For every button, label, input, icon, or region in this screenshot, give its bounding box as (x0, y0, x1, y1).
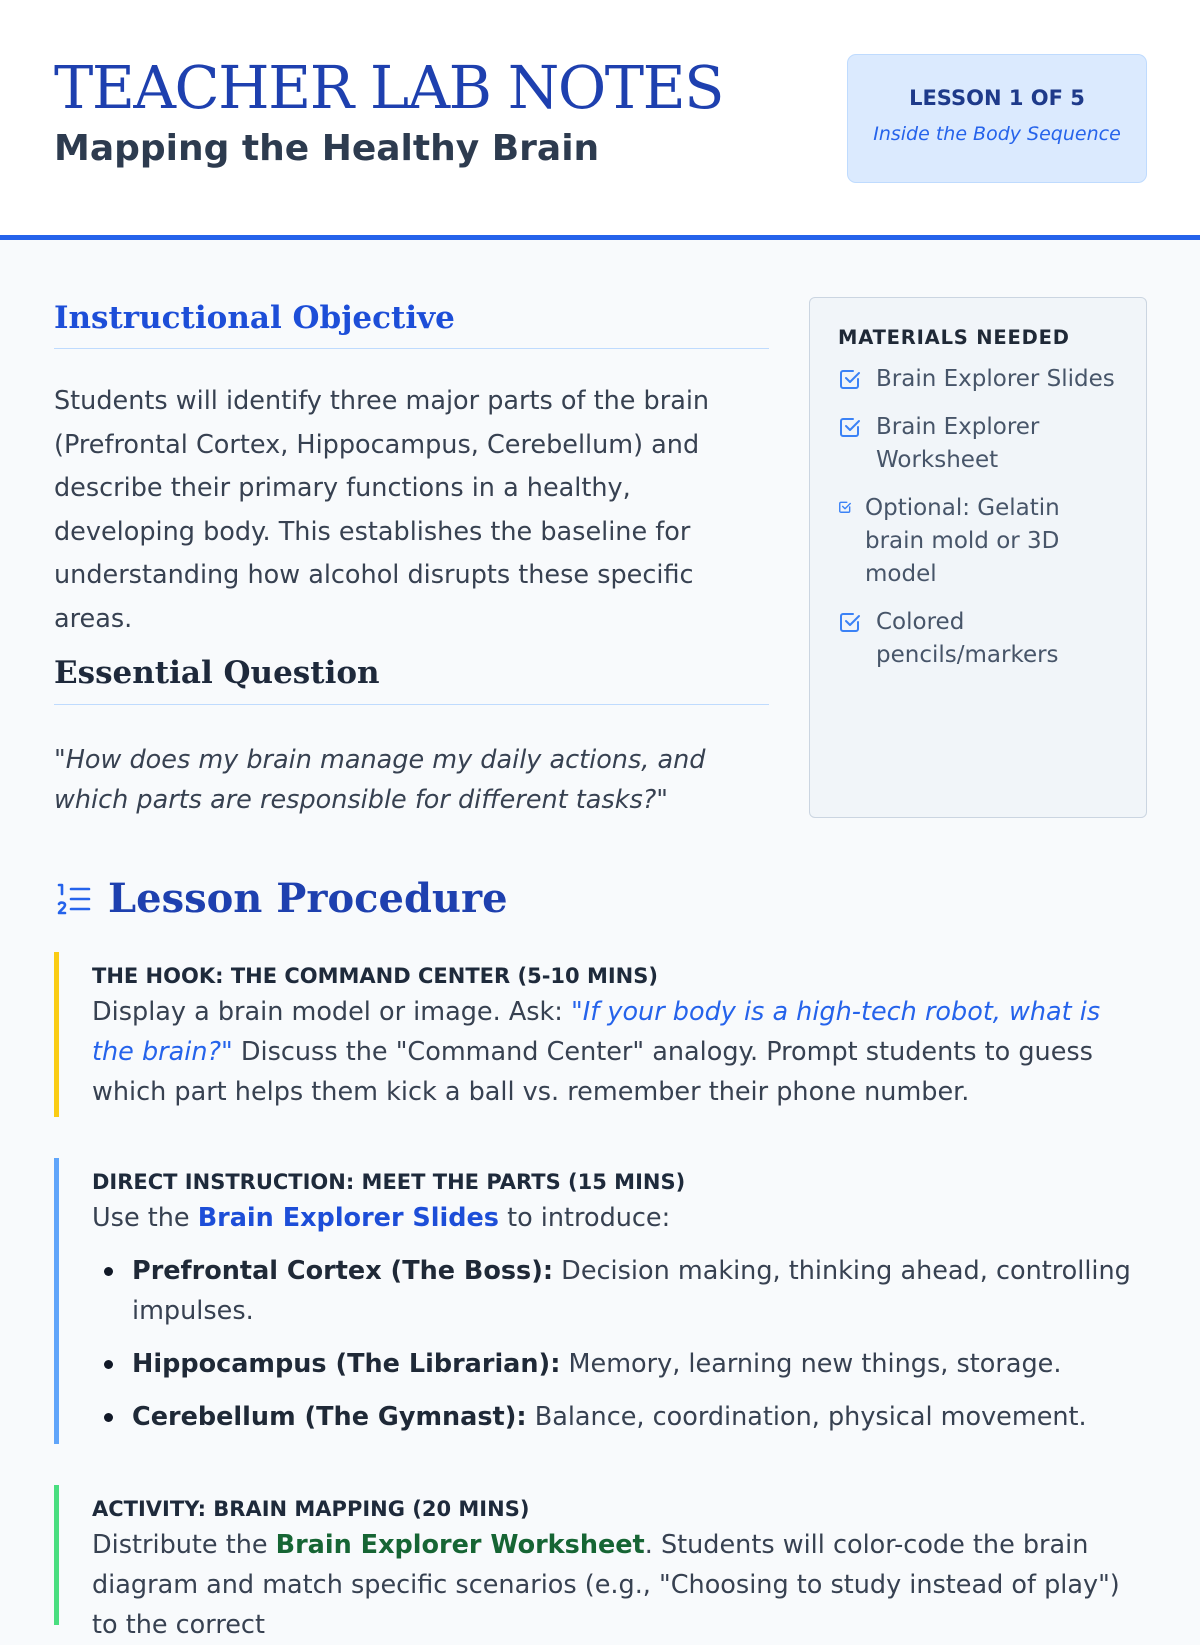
page-subtitle: Mapping the Healthy Brain (54, 128, 600, 169)
step-text-part: Use the (92, 1203, 198, 1233)
page-title: TEACHER LAB NOTES (54, 53, 724, 122)
materials-panel (809, 297, 1147, 818)
step-title: DIRECT INSTRUCTION: MEET THE PARTS (15 MINS) (92, 1170, 686, 1194)
lesson-badge (847, 54, 1147, 183)
slides-reference: Brain Explorer Slides (197, 1203, 499, 1233)
lesson-number: LESSON 1 OF 5 (909, 86, 1085, 110)
material-item (838, 411, 1146, 477)
material-item-label: Optional: Gelatin brain mold or 3D model (865, 495, 1060, 587)
step-text-part: to introduce: (498, 1203, 671, 1233)
step-title: ACTIVITY: BRAIN MAPPING (20 MINS) (92, 1497, 530, 1521)
material-item-label: Colored pencils/markers (876, 609, 1059, 668)
procedure-step-activity (54, 1485, 1149, 1640)
materials-heading: MATERIALS NEEDED (838, 326, 1070, 349)
procedure-heading: Lesson Procedure (108, 875, 508, 922)
brain-parts-list (92, 1251, 1149, 1437)
brand-block (54, 53, 724, 169)
procedure-step-hook (54, 952, 1149, 1117)
step-text (92, 992, 1149, 1112)
material-item (838, 492, 1146, 591)
objective-text: Students will identify three major parts of the brain (Prefrontal Cortex, Hippocampus, Cerebellum) and describe their primary functions in a healthy, developing body. This establishes the baseline for understanding how alcohol disrupts these specific areas. (54, 386, 710, 634)
objective-heading: Instructional Objective (54, 300, 769, 349)
part-name: Prefrontal Cortex (The Boss): (132, 1256, 554, 1286)
step-text-part: Distribute the (92, 1530, 276, 1560)
part-description: Memory, learning new things, storage. (560, 1349, 1062, 1379)
checkbox-icon (838, 500, 852, 514)
checkbox-icon (838, 367, 862, 391)
hook-quote: "If your body is a high-tech robot, what is the brain?" (92, 997, 1101, 1067)
essential-question-heading: Essential Question (54, 655, 769, 705)
material-item-label: Brain Explorer Worksheet (876, 414, 1040, 473)
step-text-part: . Students will color-code the brain diagram and match specific scenarios (e.g., "Choosing to study instead of play") to the correct (92, 1530, 1120, 1640)
step-title: THE HOOK: THE COMMAND CENTER (5-10 MINS) (92, 964, 658, 988)
worksheet-reference: Brain Explorer Worksheet (275, 1530, 645, 1560)
step-text (92, 1525, 1149, 1645)
procedure-heading-row (54, 875, 508, 922)
part-description: Balance, coordination, physical movement. (526, 1402, 1087, 1432)
lesson-sequence: Inside the Body Sequence (873, 123, 1121, 145)
step-text-part: Display a brain model or image. Ask: (92, 997, 572, 1027)
list-item (92, 1397, 1149, 1437)
numbered-list-icon (54, 880, 92, 918)
part-description: Decision making, thinking ahead, controlling impulses. (132, 1256, 1131, 1326)
material-item (838, 606, 1146, 672)
part-name: Cerebellum (The Gymnast): (132, 1402, 527, 1432)
step-text-part: Discuss the "Command Center" analogy. Prompt students to guess which part helps them kick a ball vs. remember their phone number. (92, 1037, 1093, 1107)
step-text (92, 1198, 1149, 1238)
part-name: Hippocampus (The Librarian): (132, 1349, 561, 1379)
checkbox-icon (838, 610, 862, 634)
page-header (0, 0, 1200, 240)
procedure-step-direct-instruction (54, 1158, 1149, 1444)
list-item (92, 1344, 1149, 1384)
checkbox-icon (838, 415, 862, 439)
material-item-label: Brain Explorer Slides (876, 366, 1115, 392)
material-item (838, 363, 1146, 396)
list-item (92, 1251, 1149, 1331)
essential-question-text: "How does my brain manage my daily actions, and which parts are responsible for different tasks?" (54, 745, 706, 815)
